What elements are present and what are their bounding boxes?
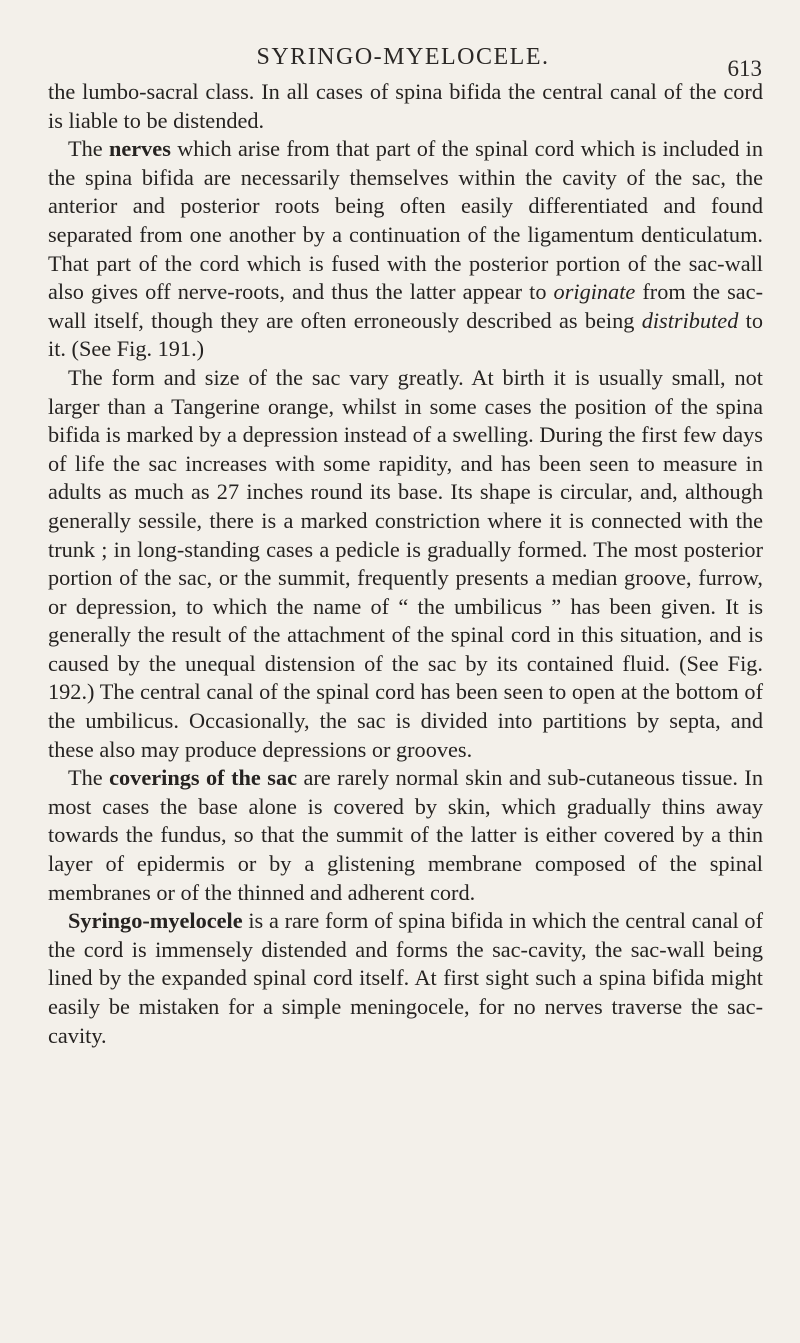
bold-term: nerves [108,136,171,162]
paragraph-nerves [48,135,763,364]
paragraph-text: The [68,765,110,791]
paragraph-text: to it. (See Fig. 191.) [48,307,763,362]
body-text [48,78,763,1050]
paragraph-continuation [48,78,763,135]
italic-term: originate [553,279,636,305]
paragraph-text: from the sac-wall itself, though they are often erroneously described as being [48,279,763,333]
bold-term: coverings of the sac [109,765,297,791]
page-number: 613 [727,56,762,81]
paragraph-text: is a rare form of spina bifida in which the central canal of the cord is immensely distended and forms the sac-cavity, the sac-wall being lined by the expanded spinal cord itself. At first sight such a spina bifida might easily be mistaken for a simple meningocele, for no nerves traverse the sac-cavity. [48,908,763,1048]
paragraph-text: are rarely normal skin and sub-cutaneous tissue. In most cases the base alone is covered by skin, which gradually thins away towards the fundus, so that the summit of the latter is either covered by a thin layer of epidermis or by a glistening membrane composed of the spinal membranes or of the thinned and adherent cord. [48,765,763,905]
paragraph-syringo-myelocele [48,907,763,1050]
paragraph-text: the lumbo-sacral class. In all cases of spina bifida the central canal of the cord is liable to be distended. [48,79,763,133]
paragraph-form-and-size [48,364,763,764]
paragraph-text: which arise from that part of the spinal cord which is included in the spina bifida are necessarily themselves within the cavity of the sac, the anterior and posterior roots being often easily differentiated and found separated from one another by a continuation of the ligamentum denticulatum. That part of the cord which is fused with the posterior portion of the sac-wall also gives off nerve-roots, and thus the latter appear to [48,136,763,305]
running-title: SYRINGO-MYELOCELE. [256,44,550,70]
running-head [48,44,762,81]
paragraph-text: The [68,136,109,162]
italic-term: distributed [641,307,739,333]
paragraph-text: The form and size of the sac vary greatly. At birth it is usually small, not larger than a Tangerine orange, whilst in some cases the position of the spina bifida is marked by a depression instead of a swelling. During the first few days of life the sac increases with some rapidity, and has been seen to measure in adults as much as 27 inches round its base. Its shape is circular, and, although generally sessile, there is a marked constriction where it is connected with the trunk ; in long-standing cases a pedicle is gradually formed. The most posterior portion of the sac, or the summit, frequently presents a median groove, furrow, or depression, to which the name of “ the umbilicus ” has been given. It is generally the result of the attachment of the spinal cord in this situation, and is caused by the unequal distension of the sac by its contained fluid. (See Fig. 192.) The central canal of the spinal cord has been seen to open at the bottom of the umbilicus. Occasionally, the sac is divided into partitions by septa, and these also may produce depressions or grooves. [48,364,763,762]
paragraph-coverings [48,764,763,907]
bold-term: Syringo-myelocele [68,908,243,934]
